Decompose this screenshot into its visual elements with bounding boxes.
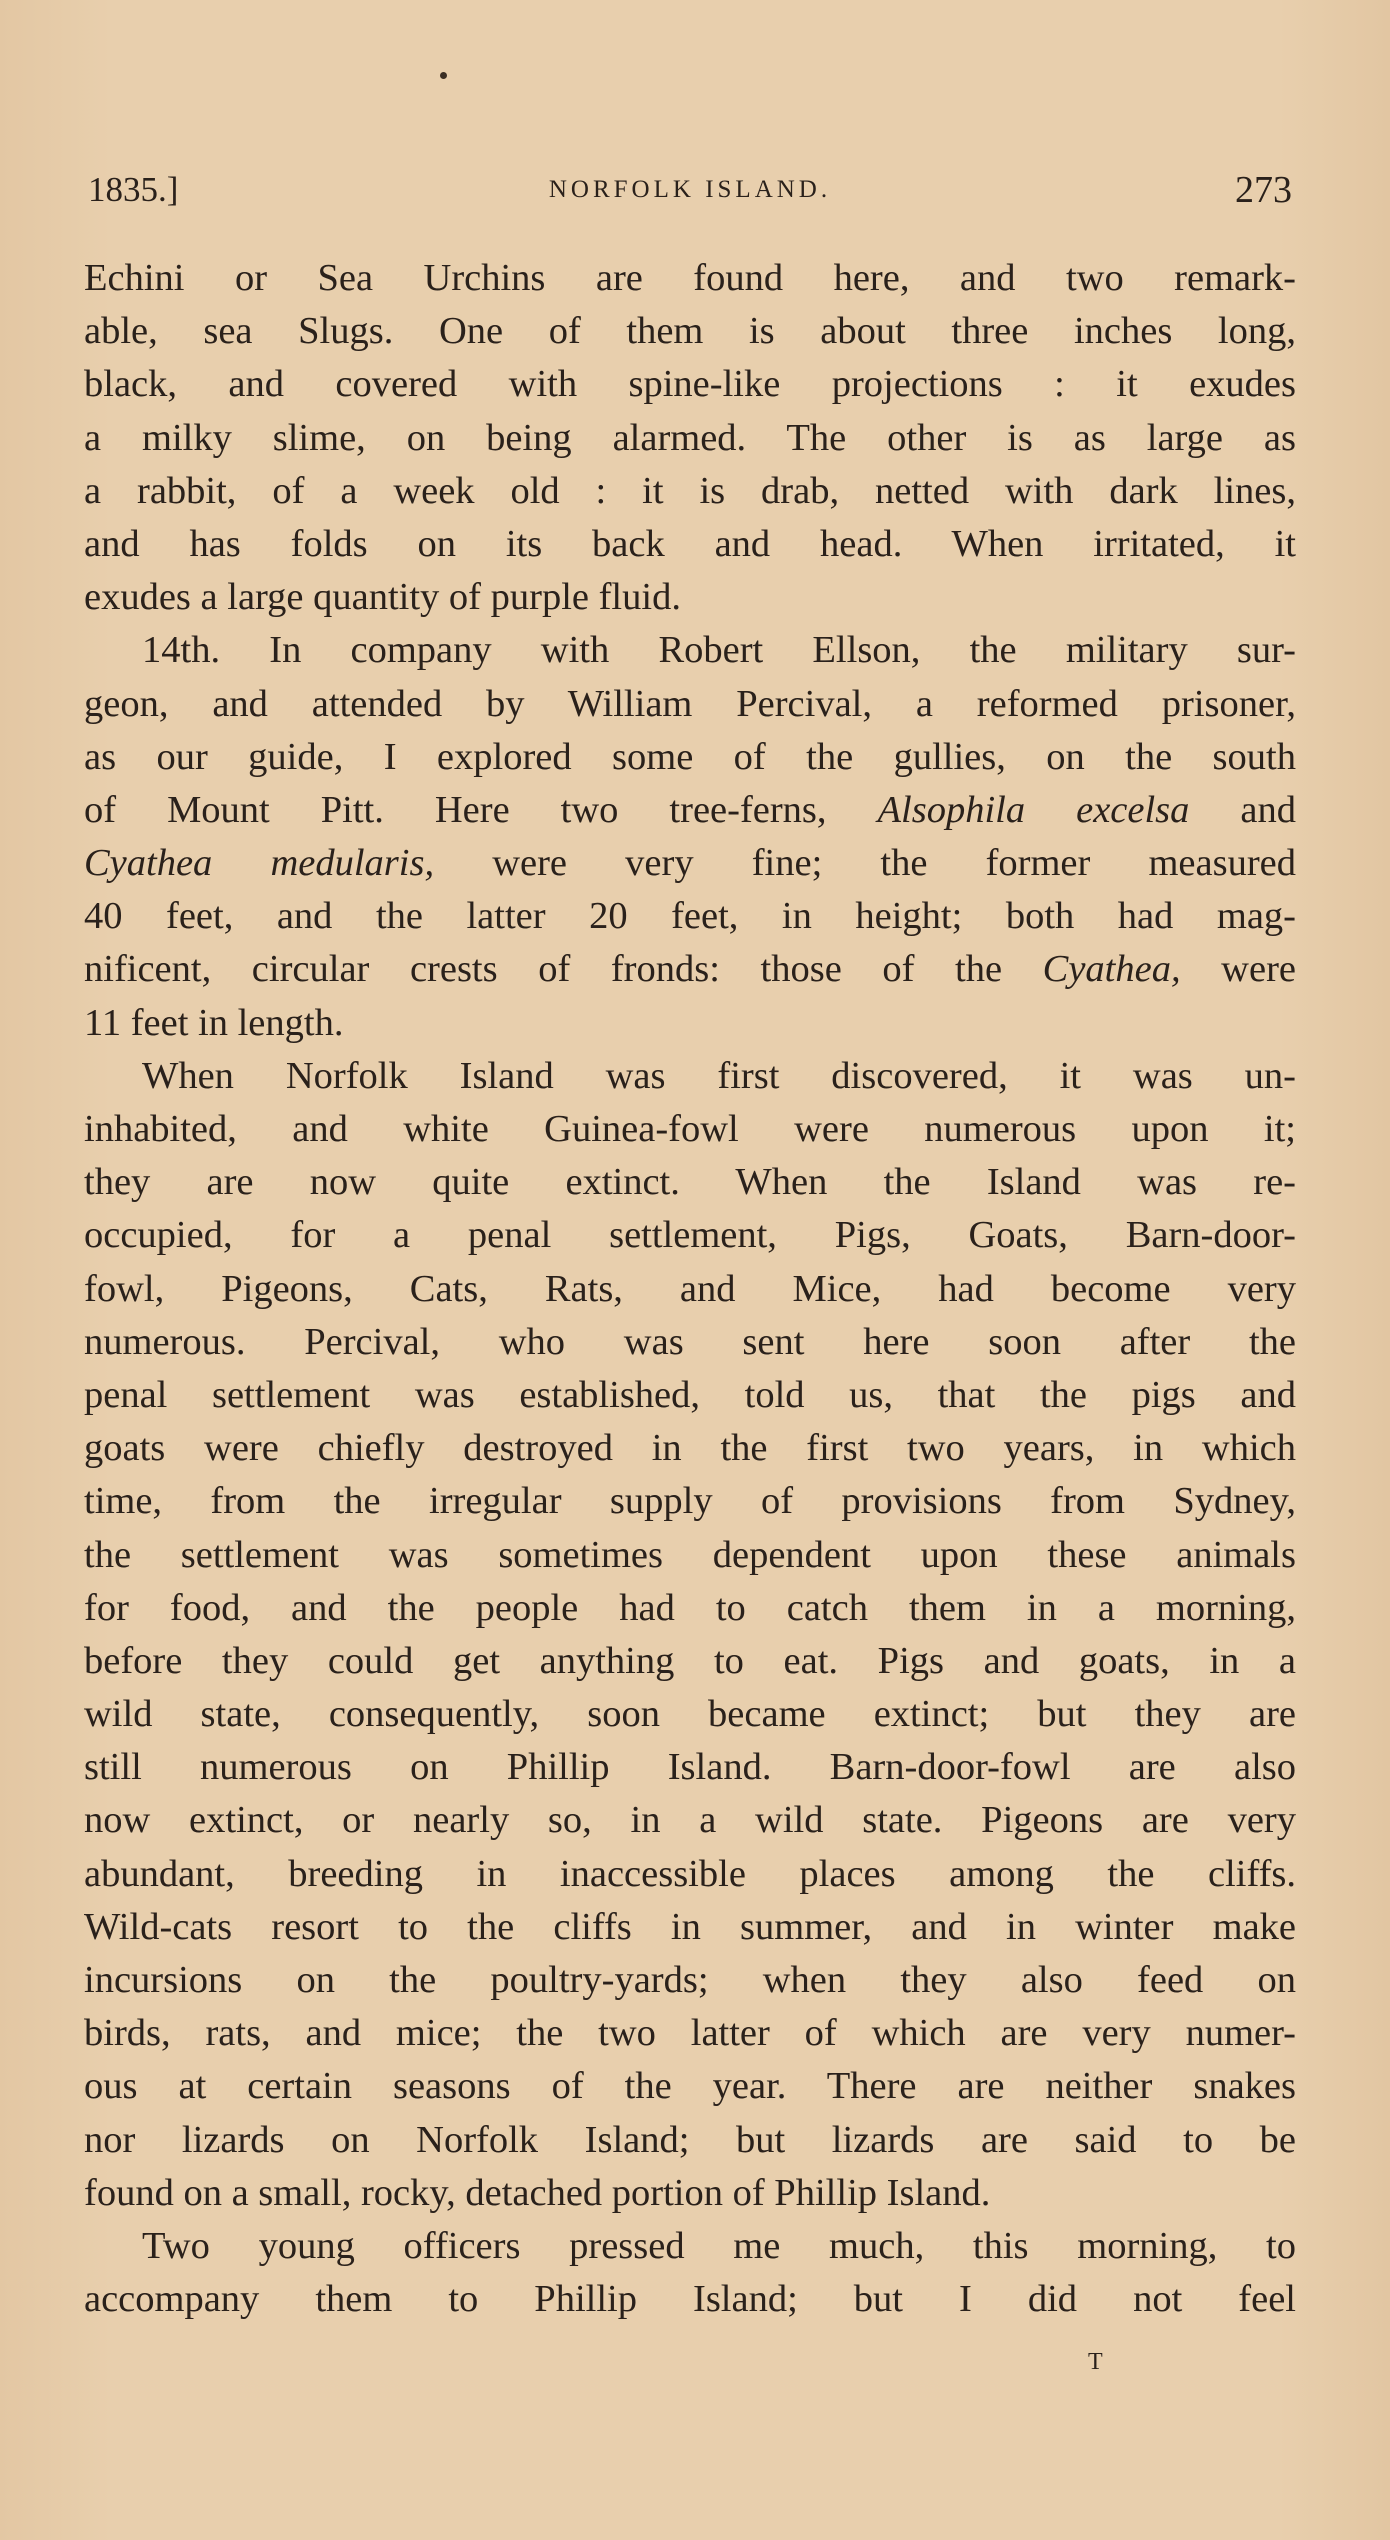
text-line: Wild-cats resort to the cliffs in summer, and in winter make	[84, 1905, 1296, 1948]
text-line: incursions on the poultry-yards; when they also feed on	[84, 1959, 1296, 2001]
text-line: geon, and attended by William Percival, a reformed prisoner,	[84, 682, 1296, 725]
page-number: 273	[1235, 169, 1292, 211]
italic-species-name: Cyathea,	[1042, 948, 1181, 991]
body-text	[84, 252, 1296, 2326]
text-line: 40 feet, and the latter 20 feet, in height; both had mag-	[84, 895, 1296, 938]
text-line: wild state, consequently, soon became extinct; but they are	[84, 1693, 1296, 1736]
text-line: birds, rats, and mice; the two latter of which are very numer-	[84, 2012, 1296, 2055]
text-line: a milky slime, on being alarmed. The other is as large as	[84, 416, 1296, 459]
text-line: When Norfolk Island was first discovered, it was un-	[142, 1054, 1296, 1097]
text-line: time, from the irregular supply of provisions from Sydney,	[84, 1480, 1296, 1523]
text-line: a rabbit, of a week old : it is drab, netted with dark lines,	[84, 469, 1296, 512]
text-line: and has folds on its back and head. When irritated, it	[84, 522, 1296, 565]
text-line: inhabited, and white Guinea-fowl were numerous upon it;	[84, 1108, 1296, 1150]
text-line: occupied, for a penal settlement, Pigs, Goats, Barn-door-	[84, 1214, 1296, 1257]
text-line: goats were chiefly destroyed in the first two years, in which	[84, 1427, 1296, 1470]
text-line: now extinct, or nearly so, in a wild state. Pigeons are very	[84, 1799, 1296, 1842]
text-line: Cyathea medularis, were very fine; the former measured	[84, 842, 1296, 885]
text-line: able, sea Slugs. One of them is about three inches long,	[84, 310, 1296, 353]
text-line: they are now quite extinct. When the Island was re-	[84, 1161, 1296, 1204]
text-line: found on a small, rocky, detached portion of Phillip Island.	[84, 2171, 991, 2214]
text-line: before they could get anything to eat. Pigs and goats, in a	[84, 1639, 1296, 1682]
text-line: of Mount Pitt. Here two tree-ferns, Alsophila excelsa and	[84, 788, 1296, 831]
ink-speck	[440, 72, 447, 79]
text-line: nificent, circular crests of fronds: those of the Cyathea, were	[84, 948, 1296, 991]
italic-species-name: Alsophila excelsa	[877, 788, 1190, 831]
italic-species-name: Cyathea medularis,	[84, 842, 435, 885]
text-line: Two young officers pressed me much, this morning, to	[142, 2224, 1296, 2267]
text-line: for food, and the people had to catch them in a morning,	[84, 1586, 1296, 1629]
text-line: numerous. Percival, who was sent here soon after the	[84, 1320, 1296, 1363]
text-line: 14th. In company with Robert Ellson, the military sur-	[142, 629, 1296, 672]
text-line: fowl, Pigeons, Cats, Rats, and Mice, had become very	[84, 1267, 1296, 1310]
running-head-title: NORFOLK ISLAND.	[548, 176, 832, 203]
signature-mark: T	[1088, 2349, 1103, 2375]
text-line: ous at certain seasons of the year. There are neither snakes	[84, 2065, 1296, 2108]
text-line: still numerous on Phillip Island. Barn-door-fowl are also	[84, 1746, 1296, 1789]
text-line: 11 feet in length.	[84, 1001, 344, 1044]
text-line: penal settlement was established, told us, that the pigs and	[84, 1373, 1296, 1416]
running-head-year: 1835.]	[88, 170, 179, 209]
text-line: as our guide, I explored some of the gullies, on the south	[84, 735, 1296, 778]
text-line: the settlement was sometimes dependent upon these animals	[84, 1533, 1296, 1576]
running-head	[88, 165, 1292, 215]
text-line: exudes a large quantity of purple fluid.	[84, 576, 681, 619]
text-line: black, and covered with spine-like projections : it exudes	[84, 363, 1296, 406]
text-line: accompany them to Phillip Island; but I did not feel	[84, 2278, 1296, 2321]
text-line: Echini or Sea Urchins are found here, and two remark-	[84, 257, 1296, 299]
text-line: nor lizards on Norfolk Island; but lizards are said to be	[84, 2118, 1296, 2161]
text-line: abundant, breeding in inaccessible places among the cliffs.	[84, 1852, 1296, 1895]
